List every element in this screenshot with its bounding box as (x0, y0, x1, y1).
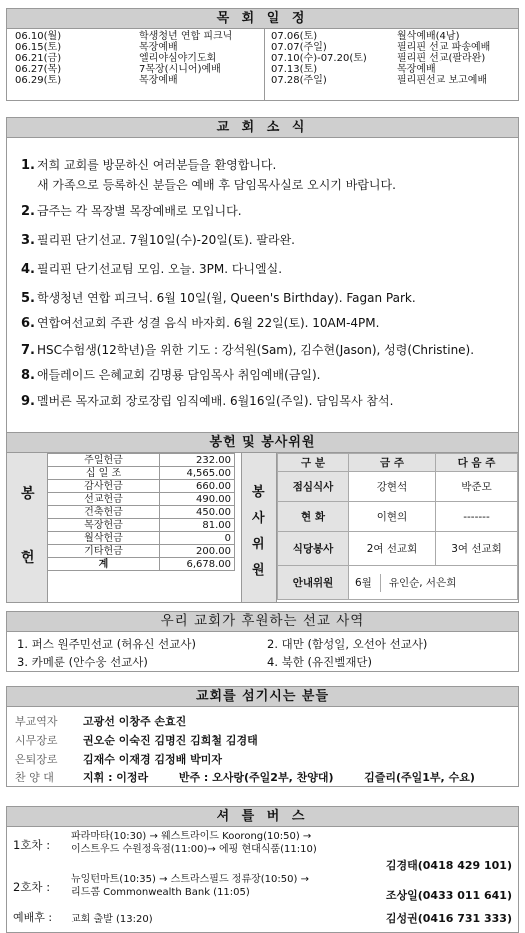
news-title: 교 회 소 식 (6, 117, 519, 138)
mission-item: 1. 퍼스 원주민선교 (허유신 선교사) (17, 637, 196, 651)
servant-label: 찬 양 대 (15, 771, 54, 784)
table-row: 구 분 금 주 다 음 주 (278, 454, 518, 472)
servant-names: 지휘 : 이정라 반주 : 오사랑(주일2부, 찬양대) 김즐리(주일1부, 수요) (83, 771, 475, 784)
servant-names: 권오순 이숙진 김명진 김희철 김경태 (83, 734, 258, 747)
table-row: 감사헌금 660.00 (48, 480, 235, 493)
servant-names: 고광선 이창주 손효진 (83, 715, 187, 728)
servants-title: 교회를 섬기시는 분들 (6, 686, 519, 707)
schedule-title: 목 회 일 정 (6, 8, 519, 29)
news-item-continued: 새 가족으로 등록하신 분들은 예배 후 담임목사실로 오시기 바랍니다. (37, 178, 396, 192)
table-row: 안내위원 6월 유인순, 서은희 (278, 566, 518, 600)
news-item: 5. 학생청년 연합 피크닉. 6월 10일(월, Queen's Birthday). Fagan Park. (21, 291, 416, 306)
shuttle-route-label: 예배후 : (13, 911, 53, 924)
shuttle-title: 셔 틀 버 스 (6, 806, 519, 827)
table-row: 식당봉사 2여 선교회 3여 선교회 (278, 532, 518, 566)
table-row: 건축헌금 450.00 (48, 506, 235, 519)
shuttle-route: 뉴잉턴마트(10:35) → 스트라스필드 정류장(10:50) → 리드콤 Commonwealth Bank (11:05) (71, 874, 309, 898)
table-row: 기타헌금 200.00 (48, 545, 235, 558)
schedule-left-dates: 06.10(월) 06.15(토) 06.21(금) 06.27(목) 06.29(토) (15, 31, 62, 86)
shuttle-route: 교회 출발 (13:20) (71, 914, 153, 925)
news-item: 7. HSC수험생(12학년)을 위한 기도 : 강석원(Sam), 김수현(Jason), 성령(Christine). (21, 343, 475, 358)
servant-label: 은퇴장로 (15, 753, 58, 766)
offering-section (6, 432, 519, 603)
news-section (6, 117, 519, 441)
shuttle-driver: 조상일(0433 011 641) (385, 889, 512, 902)
offering-table (47, 453, 235, 571)
table-row: 월삭헌금 0 (48, 532, 235, 545)
news-item: 9. 멜버른 목자교회 장로장립 임직예배. 6월16일(주일). 담임목사 참석. (21, 394, 394, 409)
news-item: 8. 애들레이드 은혜교회 김명룡 담임목사 취임예배(금일). (21, 368, 321, 383)
service-side-label: 봉 사 위 원 (241, 453, 277, 602)
schedule-section (6, 8, 519, 101)
schedule-left-events: 학생청년 연합 피크닉 목장예배 엘리야심야기도회 7목장(시니어)예배 목장예배 (139, 31, 233, 86)
shuttle-route-label: 1호차 : (13, 838, 51, 852)
news-item: 6. 연합여선교회 주관 성결 음식 바자회. 6월 22일(토). 10AM-4PM. (21, 316, 380, 331)
table-row: 계 6,678.00 (48, 558, 235, 571)
table-row: 점심식사 강현석 박준모 (278, 472, 518, 502)
shuttle-driver: 김경태(0418 429 101) (385, 859, 512, 872)
news-item: 3. 필리핀 단기선교. 7월10일(수)-20일(토). 팔라완. (21, 233, 295, 248)
table-row: 선교헌금 490.00 (48, 493, 235, 506)
schedule-right-dates: 07.06(토) 07.07(주일) 07.10(수)-07.20(토) 07.13(토) 07.28(주일) (271, 31, 367, 86)
table-row: 목장헌금 81.00 (48, 519, 235, 532)
shuttle-section (6, 806, 519, 933)
shuttle-route-label: 2호차 : (13, 880, 51, 894)
news-item: 2. 금주는 각 목장별 목장예배로 모입니다. (21, 204, 242, 219)
news-item: 4. 필리핀 단기선교팀 모임. 오늘. 3PM. 다니엘실. (21, 262, 283, 277)
news-item: 1. 저희 교회를 방문하신 여러분들을 환영합니다. (21, 158, 277, 173)
offering-title: 봉헌 및 봉사위원 (6, 432, 519, 453)
table-row: 십 일 조 4,565.00 (48, 467, 235, 480)
mission-item: 2. 대만 (함성일, 오선아 선교사) (267, 637, 428, 651)
table-row: 현 화 이현의 ------- (278, 502, 518, 532)
servant-label: 시무장로 (15, 734, 58, 747)
missions-title: 우리 교회가 후원하는 선교 사역 (6, 611, 519, 632)
shuttle-driver: 김성권(0416 731 333) (385, 912, 512, 925)
missions-section (6, 611, 519, 672)
mission-item: 4. 북한 (유진벨재단) (267, 655, 373, 669)
mission-item: 3. 카메룬 (안수웅 선교사) (17, 655, 148, 669)
offering-side-label: 봉 헌 (7, 453, 48, 602)
servant-label: 부교역자 (15, 715, 58, 728)
service-table (277, 453, 518, 600)
schedule-right-events: 월삭예배(4남) 필리핀 선교 파송예배 필리핀 선교(팔라완) 목장예배 필리핀선교 보고예배 (397, 31, 491, 86)
servants-section (6, 686, 519, 787)
servant-names: 김재수 이재경 김정배 박미자 (83, 753, 222, 766)
table-row: 주일헌금 232.00 (48, 454, 235, 467)
shuttle-route: 파라마타(10:30) → 웨스트라이드 Koorong(10:50) → 이스트우드 수원정육점(11:00)→ 에핑 현대식품(11:10) (71, 831, 317, 855)
